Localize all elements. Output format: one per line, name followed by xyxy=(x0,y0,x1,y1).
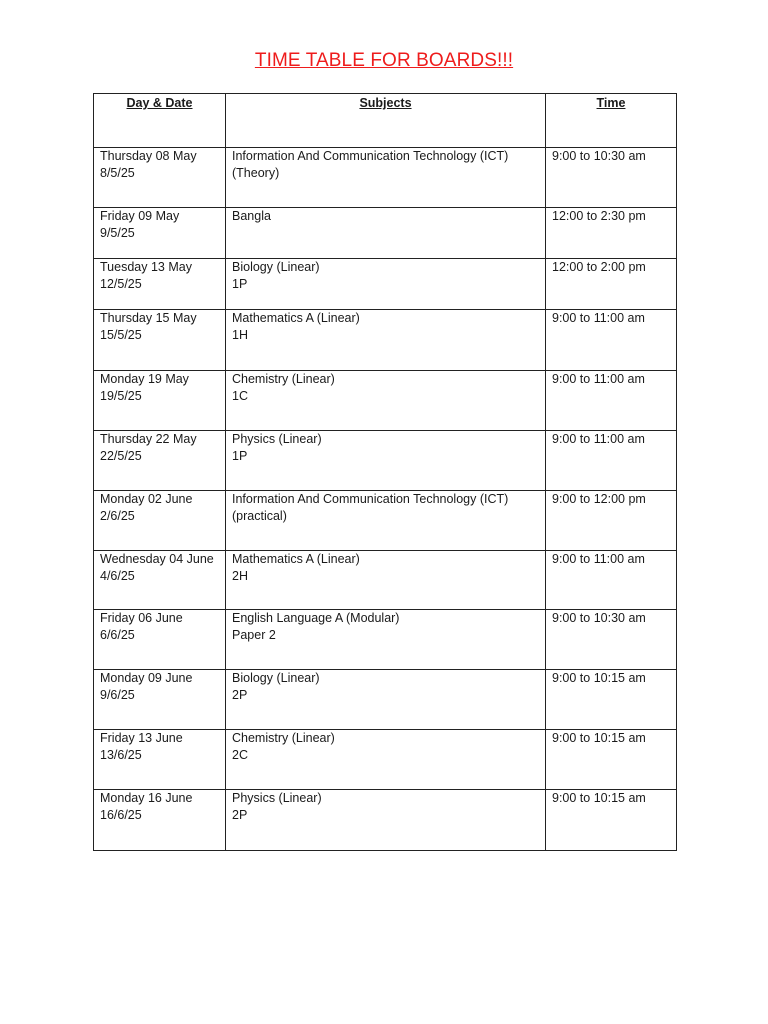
column-header-day-date: Day & Date xyxy=(94,94,226,148)
page-title: TIME TABLE FOR BOARDS!!! xyxy=(254,50,514,71)
table-header-row xyxy=(94,94,677,148)
date-label: 16/6/25 xyxy=(100,808,142,822)
day-date-cell xyxy=(94,208,226,259)
time-cell: 9:00 to 10:15 am xyxy=(546,730,677,790)
subject-detail: 1C xyxy=(232,389,248,403)
table-row xyxy=(94,148,677,208)
subject-label: Biology (Linear) xyxy=(232,260,320,274)
table-row xyxy=(94,790,677,851)
table-row xyxy=(94,670,677,730)
subject-label: Information And Communication Technology (ICT) xyxy=(232,149,509,163)
column-header-subjects: Subjects xyxy=(226,94,546,148)
date-label: 15/5/25 xyxy=(100,328,142,342)
date-label: 9/5/25 xyxy=(100,226,135,240)
date-label: 4/6/25 xyxy=(100,569,135,583)
date-label: 19/5/25 xyxy=(100,389,142,403)
date-label: 13/6/25 xyxy=(100,748,142,762)
day-label: Friday 13 June xyxy=(100,731,183,745)
subject-label: English Language A (Modular) xyxy=(232,611,400,625)
subject-detail: Paper 2 xyxy=(232,628,276,642)
subject-cell xyxy=(226,610,546,670)
table-row xyxy=(94,431,677,491)
subject-label: Physics (Linear) xyxy=(232,791,322,805)
day-label: Wednesday 04 June xyxy=(100,552,214,566)
subject-detail: 2H xyxy=(232,569,248,583)
subject-cell xyxy=(226,371,546,431)
subject-label: Chemistry (Linear) xyxy=(232,731,335,745)
subject-detail: (practical) xyxy=(232,509,287,523)
day-date-cell xyxy=(94,371,226,431)
subject-label: Bangla xyxy=(232,209,271,223)
day-date-cell xyxy=(94,431,226,491)
table-row xyxy=(94,259,677,310)
day-label: Thursday 22 May xyxy=(100,432,197,446)
subject-label: Mathematics A (Linear) xyxy=(232,552,360,566)
subject-cell xyxy=(226,208,546,259)
day-label: Thursday 08 May xyxy=(100,149,197,163)
table-row xyxy=(94,371,677,431)
day-label: Monday 16 June xyxy=(100,791,193,805)
subject-detail: 2P xyxy=(232,808,248,822)
date-label: 6/6/25 xyxy=(100,628,135,642)
table-row xyxy=(94,208,677,259)
time-cell: 9:00 to 11:00 am xyxy=(546,431,677,491)
date-label: 8/5/25 xyxy=(100,166,135,180)
subject-label: Information And Communication Technology (ICT) xyxy=(232,492,509,506)
subject-cell xyxy=(226,670,546,730)
subject-cell xyxy=(226,491,546,551)
time-cell: 12:00 to 2:30 pm xyxy=(546,208,677,259)
time-cell: 9:00 to 10:30 am xyxy=(546,610,677,670)
subject-cell xyxy=(226,431,546,491)
day-date-cell xyxy=(94,610,226,670)
subject-cell xyxy=(226,551,546,610)
subject-cell xyxy=(226,148,546,208)
day-date-cell xyxy=(94,148,226,208)
subject-label: Physics (Linear) xyxy=(232,432,322,446)
day-label: Monday 09 June xyxy=(100,671,193,685)
time-cell: 12:00 to 2:00 pm xyxy=(546,259,677,310)
time-cell: 9:00 to 10:15 am xyxy=(546,790,677,851)
time-cell: 9:00 to 12:00 pm xyxy=(546,491,677,551)
date-label: 22/5/25 xyxy=(100,449,142,463)
subject-label: Mathematics A (Linear) xyxy=(232,311,360,325)
day-date-cell xyxy=(94,259,226,310)
subject-cell xyxy=(226,790,546,851)
time-cell: 9:00 to 11:00 am xyxy=(546,371,677,431)
subject-cell xyxy=(226,259,546,310)
day-date-cell xyxy=(94,310,226,371)
day-label: Monday 19 May xyxy=(100,372,189,386)
day-date-cell xyxy=(94,551,226,610)
day-date-cell xyxy=(94,670,226,730)
day-label: Tuesday 13 May xyxy=(100,260,192,274)
date-label: 9/6/25 xyxy=(100,688,135,702)
day-date-cell xyxy=(94,730,226,790)
time-cell: 9:00 to 10:15 am xyxy=(546,670,677,730)
subject-detail: 1H xyxy=(232,328,248,342)
subject-detail: 2P xyxy=(232,688,248,702)
day-date-cell xyxy=(94,491,226,551)
subject-detail: (Theory) xyxy=(232,166,280,180)
time-cell: 9:00 to 10:30 am xyxy=(546,148,677,208)
day-label: Monday 02 June xyxy=(100,492,193,506)
table-row xyxy=(94,551,677,610)
time-cell: 9:00 to 11:00 am xyxy=(546,310,677,371)
day-date-cell xyxy=(94,790,226,851)
date-label: 12/5/25 xyxy=(100,277,142,291)
subject-detail: 2C xyxy=(232,748,248,762)
table-row xyxy=(94,610,677,670)
day-label: Friday 09 May xyxy=(100,209,180,223)
table-row xyxy=(94,730,677,790)
subject-cell xyxy=(226,310,546,371)
subject-cell xyxy=(226,730,546,790)
table-row xyxy=(94,310,677,371)
timetable xyxy=(93,93,677,851)
day-label: Friday 06 June xyxy=(100,611,183,625)
date-label: 2/6/25 xyxy=(100,509,135,523)
time-cell: 9:00 to 11:00 am xyxy=(546,551,677,610)
table-row xyxy=(94,491,677,551)
subject-label: Chemistry (Linear) xyxy=(232,372,335,386)
subject-label: Biology (Linear) xyxy=(232,671,320,685)
day-label: Thursday 15 May xyxy=(100,311,197,325)
subject-detail: 1P xyxy=(232,449,248,463)
column-header-time: Time xyxy=(546,94,677,148)
subject-detail: 1P xyxy=(232,277,248,291)
